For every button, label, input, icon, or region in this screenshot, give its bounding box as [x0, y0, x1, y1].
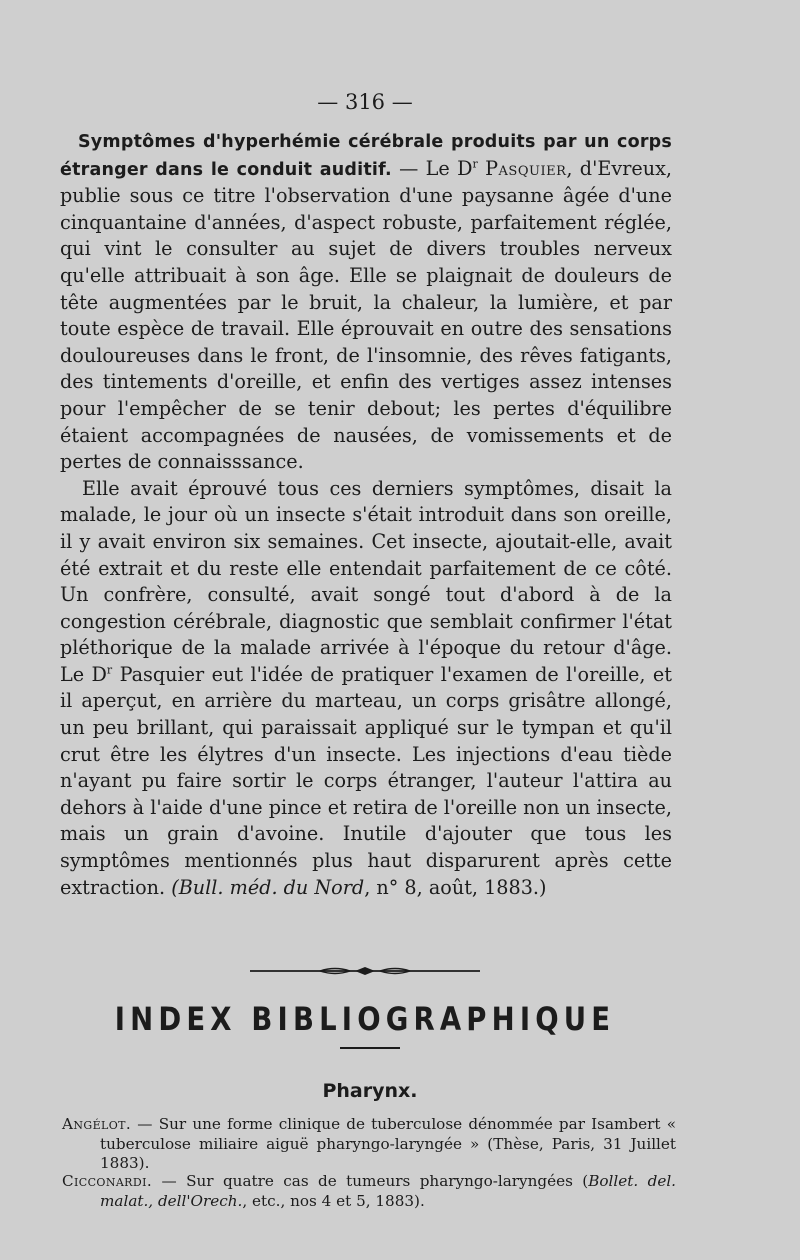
index-title: INDEX BIBLIOGRAPHIQUE	[114, 1000, 616, 1038]
author-name: Pasquier	[485, 156, 567, 180]
entry-author: Angélot.	[62, 1115, 132, 1133]
article-body	[60, 128, 672, 901]
bibliography-entry	[62, 1172, 676, 1211]
section-heading: Pharynx.	[322, 1080, 418, 1102]
source-citation-rest: , n° 8, août, 1883.)	[364, 875, 547, 899]
entry-italic-source: Bollet. del. malat., dell'Orech.	[100, 1172, 676, 1210]
entry-text: — Sur une forme clinique de tuberculose dénommée par Isambert « tuberculose miliaire aiguë pharyngo-laryngée » (Thèse, Paris, 31 Juillet 1883).	[100, 1115, 676, 1172]
bibliography-entry-text	[62, 1172, 676, 1211]
article-paragraph-2	[60, 476, 672, 902]
title-superscript: r	[472, 157, 478, 171]
article-paragraph-1	[60, 128, 672, 476]
article-title: Symptômes d'hyperhémie cérébrale produits par un corps étranger dans le conduit auditif.	[60, 132, 672, 180]
entry-text-b: , etc., nos 4 et 5, 1883).	[242, 1191, 425, 1210]
entry-author: Cicconardi.	[62, 1172, 153, 1190]
page-number: — 316 —	[317, 90, 413, 114]
bibliography-entry-text	[62, 1115, 676, 1174]
entry-text-a: — Sur quatre cas de tumeurs pharyngo-laryngées (	[152, 1172, 589, 1190]
paragraph-2-text-a: Elle avait éprouvé tous ces derniers symptômes, disait la malade, le jour où un insecte s'était introduit dans son oreille, il y avait environ six semaines. Cet insecte, ajoutait-elle, avait été extrait et du reste elle entendait parfaitement de ce côté. Un confrère, consulté, avait songé tout d'abord à de la congestion cérébrale, diagnostic que semblait confirmer l'état pléthorique de la malade arrivée à l'époque du retour d'âge. Le D	[60, 476, 672, 686]
source-citation: (Bull. méd. du Nord	[171, 875, 365, 899]
title-rule	[340, 1047, 400, 1049]
paragraph-2-text-b: Pasquier eut l'idée de pratiquer l'examen de l'oreille, et il aperçut, en arrière du marteau, un corps grisâtre allongé, un peu brillant, qui paraissait appliqué sur le tympan et qu'il crut être les élytres d'un insecte. Les injections d'eau tiède n'ayant pu faire sortir le corps étranger, l'auteur l'attira au dehors à l'aide d'une pince et retira de l'oreille non un insecte, mais un grain d'avoine. Inutile d'ajouter que tous les symptômes mentionnés plus haut disparurent après cette extraction.	[60, 662, 672, 899]
paragraph-2-superscript: r	[106, 663, 113, 677]
bibliography-entry	[62, 1115, 676, 1174]
paragraph-1-text: , d'Evreux, publie sous ce titre l'observation d'une paysanne âgée d'une cinquantaine d'années, d'aspect robuste, parfaitement réglée, qui vint le consulter au sujet de divers troubles nerveux qu'elle attribuait à son âge. Elle se plaignait de douleurs de tête augmentées par le bruit, la chaleur, la lumière, et par toute espèce de travail. Elle éprouvait en outre des sensations douloureuses dans le front, de l'insomnie, des rêves fatigants, des tintements d'oreille, et enfin des vertiges assez intenses pour l'empêcher de se tenir debout; les pertes d'équilibre étaient accompagnées de nausées, de vomissements et de pertes de connaisssance.	[60, 156, 673, 474]
ornamental-divider	[250, 958, 480, 984]
title-rest: — Le D	[391, 156, 473, 180]
